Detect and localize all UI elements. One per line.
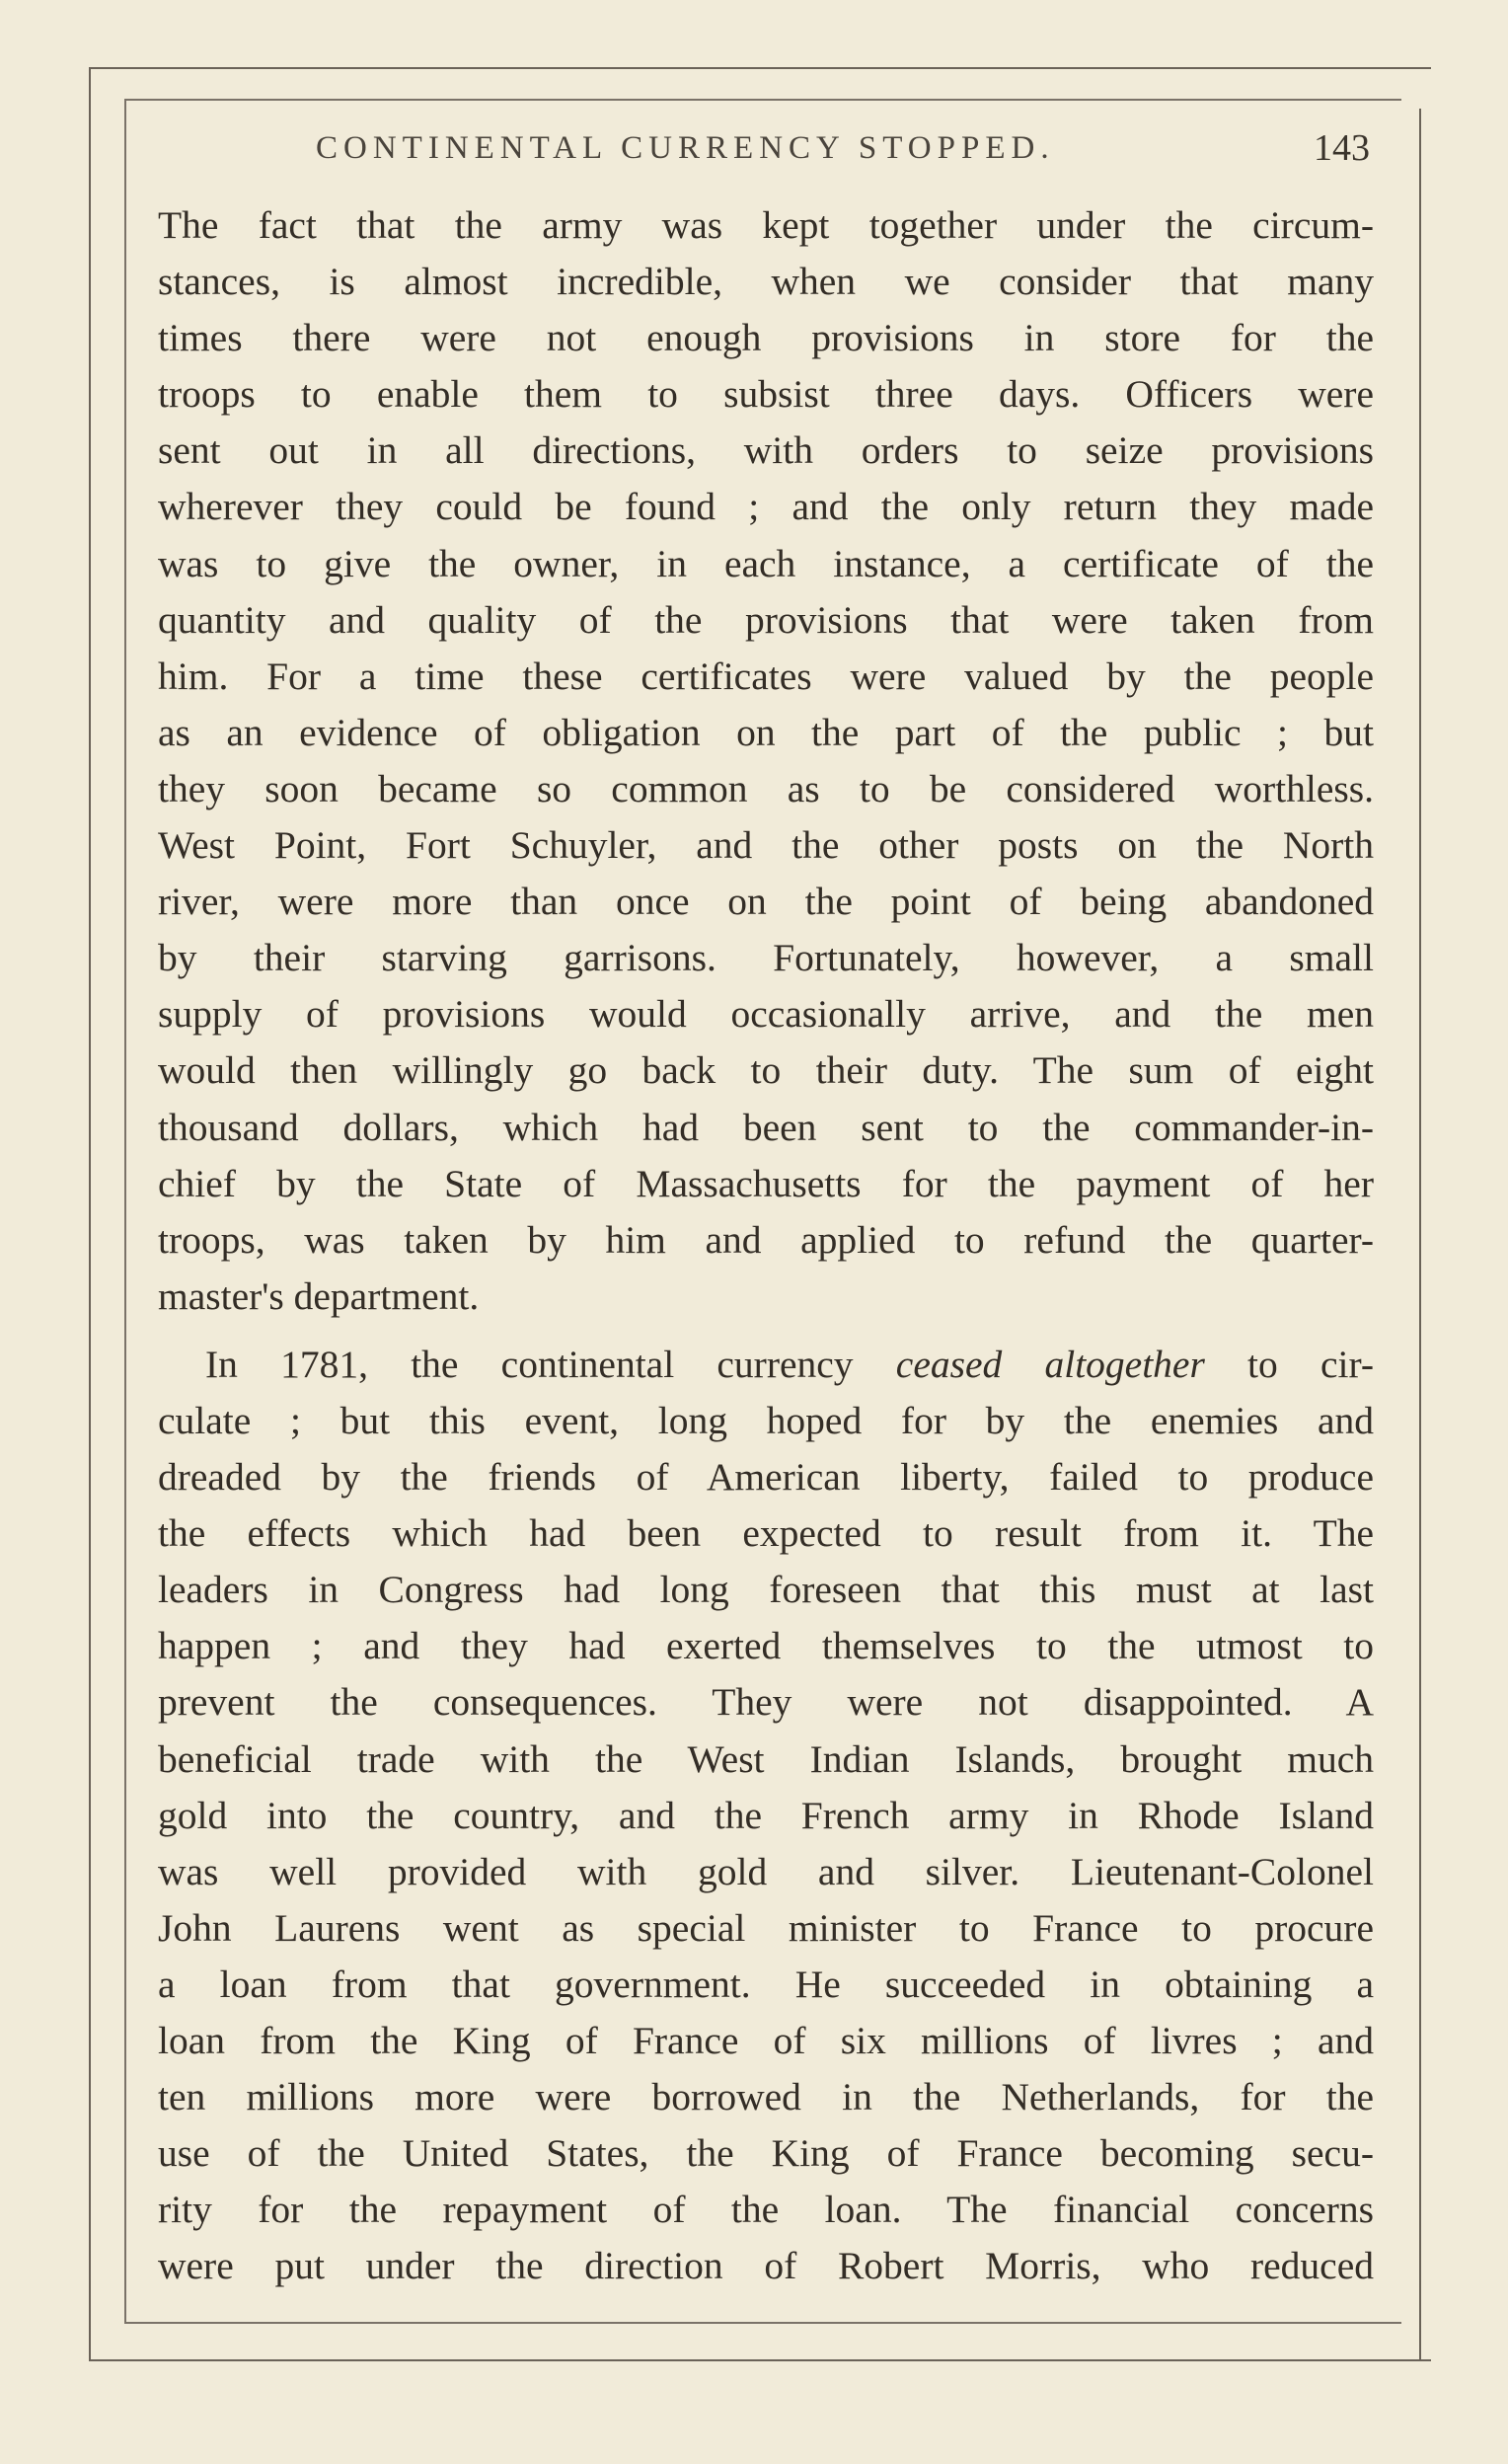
page-number: 143 bbox=[1314, 127, 1370, 169]
text-line: stances, is almost incredible, when we consider that many bbox=[158, 260, 1374, 304]
body-text bbox=[158, 197, 1374, 2294]
italic-emphasis: ceased altogether bbox=[895, 1342, 1205, 1386]
text-line: were put under the direction of Robert Morris, who reduced bbox=[158, 2244, 1374, 2288]
text-line: river, were more than once on the point of being abandoned bbox=[158, 880, 1374, 924]
text-line: use of the United States, the King of France becoming secu- bbox=[158, 2131, 1374, 2176]
running-head bbox=[158, 127, 1382, 180]
text-run: In 1781, the continental currency bbox=[205, 1342, 896, 1386]
text-line: master's department. bbox=[158, 1273, 480, 1318]
text-line: the effects which had been expected to result from it. The bbox=[158, 1511, 1374, 1556]
text-line: gold into the country, and the French army in Rhode Island bbox=[158, 1793, 1374, 1837]
text-line: ten millions more were borrowed in the Netherlands, for the bbox=[158, 2075, 1374, 2119]
text-line: times there were not enough provisions in store for the bbox=[158, 316, 1374, 360]
text-line: as an evidence of obligation on the part of the public ; but bbox=[158, 710, 1374, 754]
text-line: would then willingly go back to their duty. The sum of eight bbox=[158, 1048, 1374, 1093]
text-line: leaders in Congress had long foreseen that this must at last bbox=[158, 1568, 1374, 1612]
text-line: rity for the repayment of the loan. The financial concerns bbox=[158, 2188, 1374, 2232]
paragraph-gap bbox=[158, 1325, 1374, 1337]
text-line: troops to enable them to subsist three days. Officers were bbox=[158, 372, 1374, 417]
text-line: wherever they could be found ; and the only return they made bbox=[158, 485, 1374, 529]
text-line: by their starving garrisons. Fortunately, however, a small bbox=[158, 936, 1374, 980]
text-line-first bbox=[158, 1337, 1374, 1393]
text-line: loan from the King of France of six millions of livres ; and bbox=[158, 2019, 1374, 2062]
text-line: a loan from that government. He succeeded in obtaining a bbox=[158, 1962, 1374, 2006]
text-line: happen ; and they had exerted themselves to the utmost to bbox=[158, 1624, 1374, 1668]
text-line: troops, was taken by him and applied to refund the quarter- bbox=[158, 1217, 1374, 1262]
text-line: dreaded by the friends of American liberty, failed to produce bbox=[158, 1455, 1374, 1500]
text-line: prevent the consequences. They were not disappointed. A bbox=[158, 1680, 1374, 1725]
text-line: thousand dollars, which had been sent to the commander-in- bbox=[158, 1105, 1374, 1149]
text-line: John Laurens went as special minister to France to procure bbox=[158, 1905, 1374, 1950]
running-title: CONTINENTAL CURRENCY STOPPED. bbox=[316, 130, 1055, 166]
text-line: West Point, Fort Schuyler, and the other posts on the North bbox=[158, 823, 1374, 868]
text-run: to cir- bbox=[1204, 1342, 1374, 1386]
text-line: beneficial trade with the West Indian Islands, brought much bbox=[158, 1736, 1374, 1781]
text-line: they soon became so common as to be considered worthless. bbox=[158, 766, 1374, 810]
text-line: sent out in all directions, with orders to seize provisions bbox=[158, 428, 1374, 473]
text-line: was well provided with gold and silver. Lieutenant-Colonel bbox=[158, 1849, 1374, 1893]
text-line: chief by the State of Massachusetts for the payment of her bbox=[158, 1161, 1374, 1205]
text-line: quantity and quality of the provisions that were taken from bbox=[158, 597, 1374, 642]
right-border-rule bbox=[1419, 109, 1421, 2359]
text-line: The fact that the army was kept together under the circum- bbox=[158, 203, 1374, 247]
text-line: supply of provisions would occasionally arrive, and the men bbox=[158, 992, 1374, 1037]
text-line: him. For a time these certificates were valued by the people bbox=[158, 654, 1374, 698]
text-line: was to give the owner, in each instance, a certificate of the bbox=[158, 541, 1374, 585]
text-line: culate ; but this event, long hoped for by the enemies and bbox=[158, 1398, 1374, 1442]
